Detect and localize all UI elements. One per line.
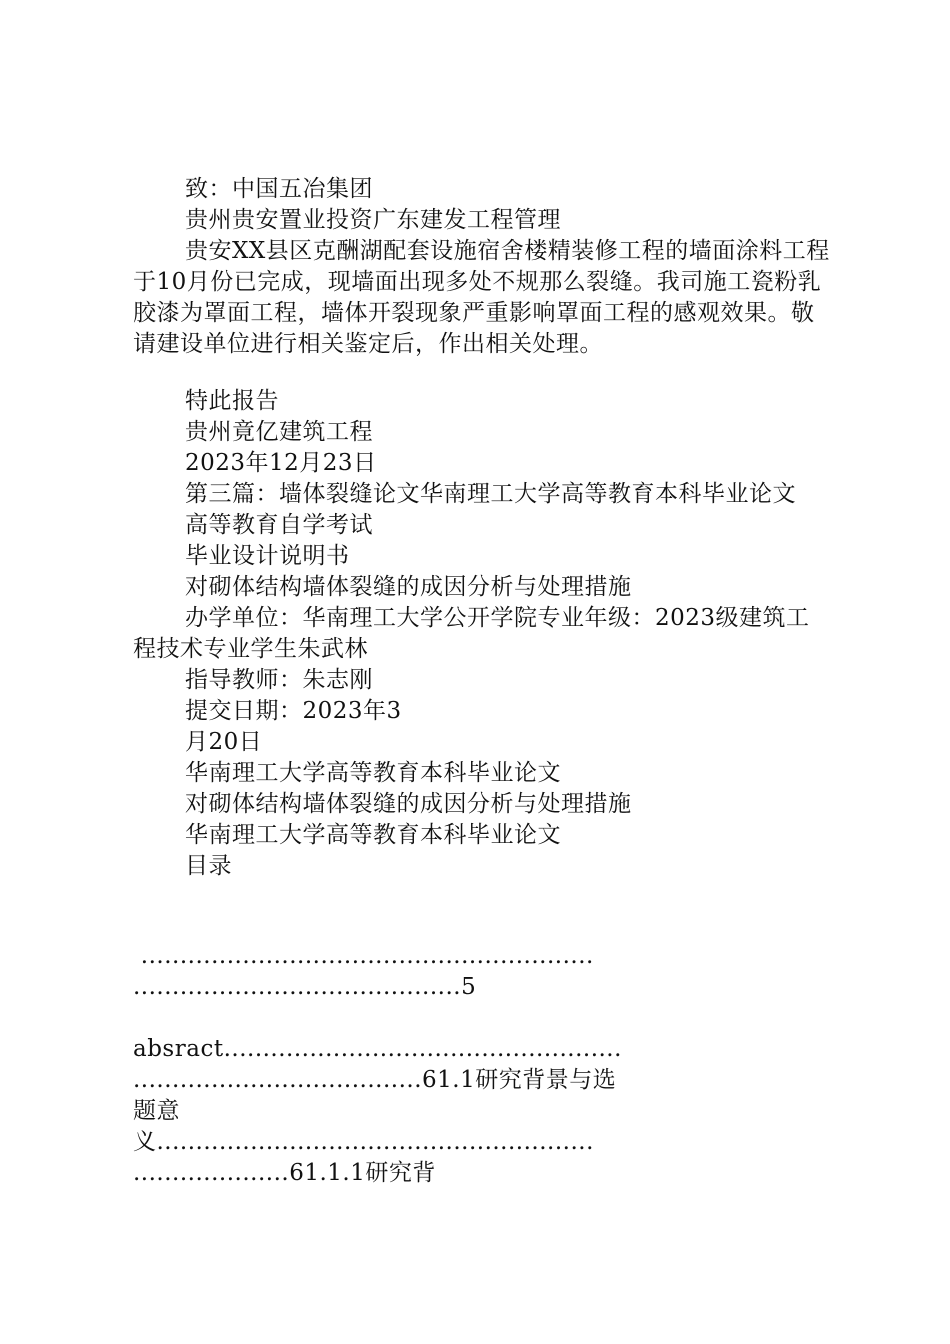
paragraph-section-title: 第三篇：墙体裂缝论文华南理工大学高等教育本科毕业论文 (185, 481, 796, 507)
toc-line: 义........................................................ (133, 1129, 594, 1155)
paragraph-recipient: 致：中国五冶集团 (185, 176, 373, 202)
paragraph-date: 2023年12月23日 (185, 450, 377, 476)
toc-line: ....................61.1.1研究背 (133, 1160, 436, 1186)
toc-line: 题意 (133, 1098, 180, 1124)
paragraph-sender: 贵州竟亿建筑工程 (185, 419, 373, 445)
paragraph-report: 特此报告 (185, 388, 279, 414)
paragraph-university: 华南理工大学高等教育本科毕业论文 (185, 760, 561, 786)
paragraph-institution: 办学单位：华南理工大学公开学院专业年级：2023级建筑工程技术专业学生朱武林 (133, 605, 810, 662)
toc-line: .....................................61.1研究背景与选 (133, 1067, 617, 1093)
paragraph-submit-date-cont: 月20日 (185, 729, 263, 755)
paragraph-company: 贵州贵安置业投资广东建发工程管理 (185, 207, 561, 233)
toc-line: .......................................................... (133, 943, 594, 969)
paragraph-university-2: 华南理工大学高等教育本科毕业论文 (185, 822, 561, 848)
paragraph-thesis-title-2: 对砌体结构墙体裂缝的成因分析与处理措施 (185, 791, 632, 817)
paragraph-manual: 毕业设计说明书 (185, 543, 350, 569)
paragraph-submit-date: 提交日期：2023年3 (185, 698, 402, 724)
toc-line: ..........................................5 (133, 974, 477, 1000)
table-of-contents (133, 941, 833, 1189)
paragraph-exam: 高等教育自学考试 (185, 512, 373, 538)
paragraph-advisor: 指导教师：朱志刚 (185, 667, 373, 693)
document-body (133, 174, 833, 882)
paragraph-thesis-title: 对砌体结构墙体裂缝的成因分析与处理措施 (185, 574, 632, 600)
toc-line: absract................................................... (133, 1036, 622, 1062)
paragraph-toc-heading: 目录 (185, 853, 232, 879)
paragraph-body: 贵安XX县区克酬湖配套设施宿舍楼精装修工程的墙面涂料工程于10月份已完成，现墙面出现多处不规那么裂缝。我司施工瓷粉乳胶漆为罩面工程，墙体开裂现象严重影响罩面工程的感观效果。敬请建设单位进行相关鉴定后，作出相关处理。 (133, 238, 830, 357)
